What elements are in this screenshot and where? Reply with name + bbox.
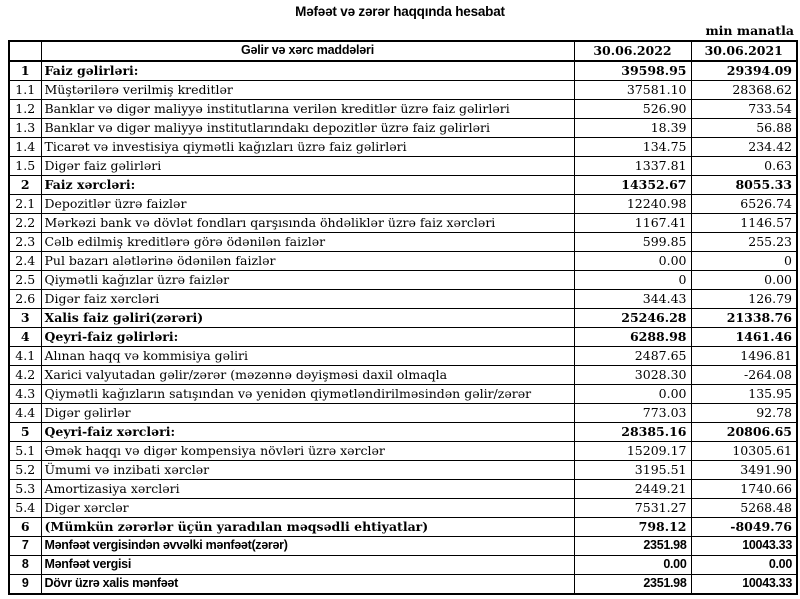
- row-number-cell: 5.1: [9, 442, 41, 461]
- table-row: [9, 328, 797, 347]
- row-label-cell: Mənfəət vergisi: [41, 556, 574, 575]
- row-label-cell: Faiz gəlirləri:: [41, 61, 574, 81]
- table-row: [9, 385, 797, 404]
- value-2021-cell: -8049.76: [691, 518, 797, 537]
- table-row: [9, 214, 797, 233]
- value-2021-cell: 10305.61: [691, 442, 797, 461]
- value-2022-cell: 3028.30: [574, 366, 691, 385]
- value-2021-cell: 1146.57: [691, 214, 797, 233]
- table-row: [9, 271, 797, 290]
- row-number-cell: 2.4: [9, 252, 41, 271]
- row-label-cell: Müştərilərə verilmiş kreditlər: [41, 81, 574, 100]
- value-2022-cell: 134.75: [574, 138, 691, 157]
- row-label-cell: Cəlb edilmiş kreditlərə görə ödənilən faizlər: [41, 233, 574, 252]
- row-label-cell: Depozitlər üzrə faizlər: [41, 195, 574, 214]
- value-2021-cell: 0: [691, 252, 797, 271]
- row-label-cell: Amortizasiya xərcləri: [41, 480, 574, 499]
- table-row: [9, 347, 797, 366]
- value-2022-cell: 2487.65: [574, 347, 691, 366]
- value-2022-cell: 18.39: [574, 119, 691, 138]
- row-number-cell: 7: [9, 537, 41, 556]
- value-2022-cell: 14352.67: [574, 176, 691, 195]
- value-2021-cell: -264.08: [691, 366, 797, 385]
- value-2022-cell: 3195.51: [574, 461, 691, 480]
- row-label-cell: Banklar və digər maliyyə institutlarındakı depozitlər üzrə faiz gəlirləri: [41, 119, 574, 138]
- table-row: [9, 176, 797, 195]
- value-2021-cell: 733.54: [691, 100, 797, 119]
- value-2022-cell: 773.03: [574, 404, 691, 423]
- header-number-cell: [9, 41, 41, 61]
- row-number-cell: 4.1: [9, 347, 41, 366]
- value-2022-cell: 12240.98: [574, 195, 691, 214]
- row-number-cell: 5.2: [9, 461, 41, 480]
- row-number-cell: 5.3: [9, 480, 41, 499]
- row-number-cell: 5.4: [9, 499, 41, 518]
- value-2021-cell: 1496.81: [691, 347, 797, 366]
- table-row: [9, 537, 797, 556]
- table-row: [9, 442, 797, 461]
- income-statement-table: [8, 40, 798, 595]
- value-2021-cell: 255.23: [691, 233, 797, 252]
- table-body: [9, 61, 797, 594]
- row-label-cell: Əmək haqqı və digər kompensiya növləri üzrə xərclər: [41, 442, 574, 461]
- table-row: [9, 423, 797, 442]
- row-number-cell: 2.5: [9, 271, 41, 290]
- row-number-cell: 2.6: [9, 290, 41, 309]
- row-label-cell: Banklar və digər maliyyə institutlarına verilən kreditlər üzrə faiz gəlirləri: [41, 100, 574, 119]
- row-label-cell: Pul bazarı alətlərinə ödənilən faizlər: [41, 252, 574, 271]
- row-label-cell: Alınan haqq və kommisiya gəliri: [41, 347, 574, 366]
- row-number-cell: 4.2: [9, 366, 41, 385]
- table-row: [9, 252, 797, 271]
- value-2021-cell: 0.63: [691, 157, 797, 176]
- value-2021-cell: 1740.66: [691, 480, 797, 499]
- value-2022-cell: 798.12: [574, 518, 691, 537]
- row-label-cell: Ticarət və investisiya qiymətli kağızları üzrə faiz gəlirləri: [41, 138, 574, 157]
- value-2021-cell: 6526.74: [691, 195, 797, 214]
- row-number-cell: 1.2: [9, 100, 41, 119]
- row-number-cell: 4.4: [9, 404, 41, 423]
- value-2021-cell: 92.78: [691, 404, 797, 423]
- value-2021-cell: 135.95: [691, 385, 797, 404]
- table-row: [9, 100, 797, 119]
- row-number-cell: 2.3: [9, 233, 41, 252]
- table-row: [9, 195, 797, 214]
- table-row: [9, 119, 797, 138]
- row-number-cell: 2.2: [9, 214, 41, 233]
- value-2022-cell: 2449.21: [574, 480, 691, 499]
- table-row: [9, 480, 797, 499]
- value-2022-cell: 37581.10: [574, 81, 691, 100]
- value-2022-cell: 25246.28: [574, 309, 691, 328]
- value-2022-cell: 344.43: [574, 290, 691, 309]
- value-2021-cell: 0.00: [691, 556, 797, 575]
- value-2022-cell: 2351.98: [574, 575, 691, 595]
- value-2022-cell: 1167.41: [574, 214, 691, 233]
- row-label-cell: Dövr üzrə xalis mənfəət: [41, 575, 574, 595]
- value-2021-cell: 0.00: [691, 271, 797, 290]
- row-label-cell: Qiymətli kağızlar üzrə faizlər: [41, 271, 574, 290]
- row-number-cell: 2: [9, 176, 41, 195]
- table-row: [9, 61, 797, 81]
- value-2022-cell: 0.00: [574, 252, 691, 271]
- value-2022-cell: 6288.98: [574, 328, 691, 347]
- header-items-cell: Gəlir və xərc maddələri: [41, 41, 574, 61]
- table-row: [9, 461, 797, 480]
- value-2022-cell: 7531.27: [574, 499, 691, 518]
- value-2021-cell: 28368.62: [691, 81, 797, 100]
- table-row: [9, 157, 797, 176]
- table-row: [9, 290, 797, 309]
- table-row: [9, 81, 797, 100]
- value-2022-cell: 599.85: [574, 233, 691, 252]
- row-number-cell: 4: [9, 328, 41, 347]
- value-2021-cell: 3491.90: [691, 461, 797, 480]
- value-2021-cell: 29394.09: [691, 61, 797, 81]
- value-2021-cell: 126.79: [691, 290, 797, 309]
- value-2022-cell: 28385.16: [574, 423, 691, 442]
- row-label-cell: Digər faiz xərcləri: [41, 290, 574, 309]
- table-row: [9, 309, 797, 328]
- value-2022-cell: 0.00: [574, 556, 691, 575]
- row-label-cell: Qeyri-faiz gəlirləri:: [41, 328, 574, 347]
- value-2021-cell: 56.88: [691, 119, 797, 138]
- value-2021-cell: 10043.33: [691, 575, 797, 595]
- row-number-cell: 9: [9, 575, 41, 595]
- value-2022-cell: 15209.17: [574, 442, 691, 461]
- row-number-cell: 4.3: [9, 385, 41, 404]
- value-2022-cell: 0.00: [574, 385, 691, 404]
- row-number-cell: 6: [9, 518, 41, 537]
- row-number-cell: 1: [9, 61, 41, 81]
- value-2022-cell: 2351.98: [574, 537, 691, 556]
- value-2021-cell: 5268.48: [691, 499, 797, 518]
- value-2021-cell: 1461.46: [691, 328, 797, 347]
- row-label-cell: (Mümkün zərərlər üçün yaradılan məqsədli ehtiyatlar): [41, 518, 574, 537]
- row-label-cell: Faiz xərcləri:: [41, 176, 574, 195]
- value-2022-cell: 526.90: [574, 100, 691, 119]
- value-2022-cell: 1337.81: [574, 157, 691, 176]
- header-period-2021-cell: 30.06.2021: [691, 41, 797, 61]
- value-2021-cell: 234.42: [691, 138, 797, 157]
- table-header-row: [9, 41, 797, 61]
- value-2022-cell: 39598.95: [574, 61, 691, 81]
- table-row: [9, 138, 797, 157]
- row-label-cell: Digər gəlirlər: [41, 404, 574, 423]
- value-2021-cell: 8055.33: [691, 176, 797, 195]
- value-2021-cell: 21338.76: [691, 309, 797, 328]
- table-row: [9, 499, 797, 518]
- row-label-cell: Digər xərclər: [41, 499, 574, 518]
- table-row: [9, 575, 797, 595]
- row-number-cell: 5: [9, 423, 41, 442]
- row-number-cell: 2.1: [9, 195, 41, 214]
- row-number-cell: 3: [9, 309, 41, 328]
- page-title: Məfəət və zərər haqqında hesabat: [295, 4, 505, 19]
- value-2022-cell: 0: [574, 271, 691, 290]
- row-label-cell: Ümumi və inzibati xərclər: [41, 461, 574, 480]
- row-label-cell: Qeyri-faiz xərcləri:: [41, 423, 574, 442]
- value-2021-cell: 10043.33: [691, 537, 797, 556]
- row-label-cell: Mərkəzi bank və dövlət fondları qarşısında öhdəliklər üzrə faiz xərcləri: [41, 214, 574, 233]
- table-row: [9, 366, 797, 385]
- row-label-cell: Xalis faiz gəliri(zərəri): [41, 309, 574, 328]
- table-row: [9, 518, 797, 537]
- row-label-cell: Mənfəət vergisindən əvvəlki mənfəət(zərər): [41, 537, 574, 556]
- row-number-cell: 1.1: [9, 81, 41, 100]
- row-number-cell: 1.4: [9, 138, 41, 157]
- unit-note: min manatla: [705, 23, 794, 38]
- table-row: [9, 233, 797, 252]
- header-period-2022-cell: 30.06.2022: [574, 41, 691, 61]
- row-number-cell: 1.5: [9, 157, 41, 176]
- row-label-cell: Xarici valyutadan gəlir/zərər (məzənnə dəyişməsi daxil olmaqla: [41, 366, 574, 385]
- value-2021-cell: 20806.65: [691, 423, 797, 442]
- table-row: [9, 404, 797, 423]
- table-row: [9, 556, 797, 575]
- row-number-cell: 8: [9, 556, 41, 575]
- row-number-cell: 1.3: [9, 119, 41, 138]
- row-label-cell: Digər faiz gəlirləri: [41, 157, 574, 176]
- row-label-cell: Qiymətli kağızların satışından və yenidən qiymətləndirilməsindən gəlir/zərər: [41, 385, 574, 404]
